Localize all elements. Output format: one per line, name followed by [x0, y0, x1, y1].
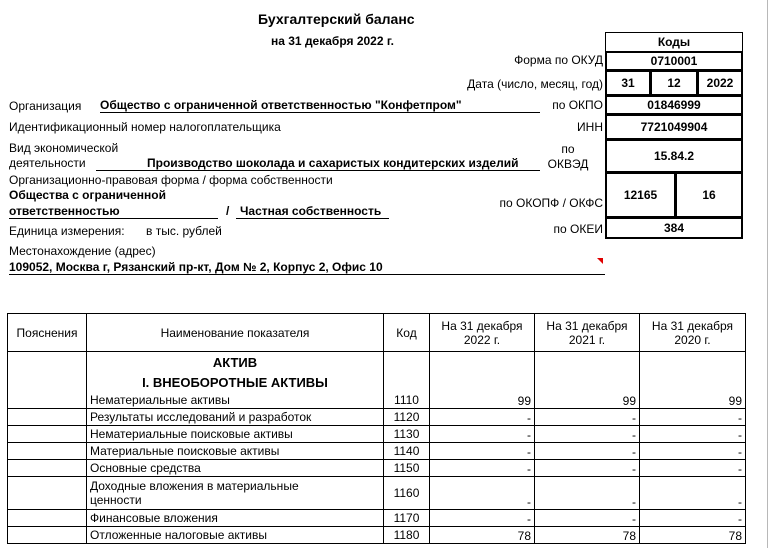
address-underline [9, 274, 605, 275]
okfs-value: 16 [675, 172, 743, 218]
row-value-2021: - [535, 443, 640, 460]
sheet-edge [767, 0, 768, 548]
legal-form-underline [9, 218, 218, 219]
org-label: Организация [9, 99, 82, 113]
row-name-line1: Доходные вложения в материальные [90, 479, 299, 493]
taxpayer-id-label: Идентификационный номер налогоплательщика [9, 120, 281, 134]
okei-value: 384 [605, 217, 743, 239]
row-value-2022: - [430, 510, 535, 527]
header-2021-line1: На 31 декабря [546, 318, 628, 333]
table-row [8, 477, 746, 510]
header-notes: Пояснения [8, 314, 87, 352]
header-2022-line1: На 31 декабря [441, 318, 523, 333]
inn-code-label: ИНН [577, 120, 603, 134]
okved-value: 15.84.2 [605, 139, 743, 173]
row-value-2022: - [430, 426, 535, 443]
row-value-2022: - [430, 443, 535, 460]
date-month: 12 [650, 70, 698, 96]
balance-table [7, 313, 746, 544]
table-row [8, 443, 746, 460]
unit-value: в тыс. рублей [146, 224, 222, 238]
header-indicator: Наименование показателя [87, 314, 384, 352]
ownership-value: Частная собственность [240, 204, 382, 218]
unit-label: Единица измерения: [9, 224, 125, 238]
row-value-2021: 78 [535, 527, 640, 544]
date-day: 31 [605, 70, 651, 96]
header-2022 [430, 314, 535, 352]
legal-form-value-2: ответственностью [9, 204, 120, 218]
row-value-2021: - [535, 460, 640, 477]
table-row [8, 392, 746, 409]
row-name: Нематериальные поисковые активы [87, 426, 384, 443]
row-value-2020: - [640, 477, 746, 510]
row-code: 1110 [384, 392, 430, 409]
header-2022-line2: 2022 г. [463, 332, 501, 347]
row-value-2021: - [535, 510, 640, 527]
okud-value: 0710001 [605, 51, 743, 71]
date-year: 2022 [697, 70, 743, 96]
row-value-2020: - [640, 409, 746, 426]
row-name-line2: ценности [90, 493, 142, 507]
comment-indicator [597, 258, 603, 264]
section-title: АКТИВ [87, 352, 384, 373]
okved-label-2: ОКВЭД [547, 157, 589, 171]
address-value: 109052, Москва г, Рязанский пр-кт, Дом № 2, Корпус 2, Офис 10 [9, 260, 383, 274]
row-name: Материальные поисковые активы [87, 443, 384, 460]
row-value-2022: 99 [430, 392, 535, 409]
activity-underline [96, 170, 540, 171]
row-code: 1160 [384, 477, 430, 510]
row-value-2021: - [535, 477, 640, 510]
address-label: Местонахождение (адрес) [9, 244, 156, 258]
okpo-value: 01846999 [605, 95, 743, 115]
row-name [87, 477, 384, 510]
table-row [8, 510, 746, 527]
row-value-2022: 78 [430, 527, 535, 544]
activity-value: Производство шоколада и сахаристых кондитерских изделий [147, 156, 519, 170]
row-value-2020: - [640, 510, 746, 527]
header-2021 [535, 314, 640, 352]
row-value-2020: - [640, 460, 746, 477]
row-name: Нематериальные активы [87, 392, 384, 409]
row-value-2022: - [430, 477, 535, 510]
row-value-2020: - [640, 426, 746, 443]
org-name: Общество с ограниченной ответственностью "Конфетпром" [100, 98, 540, 113]
row-code: 1140 [384, 443, 430, 460]
legal-form-slash: / [226, 204, 230, 218]
header-2020-line2: 2020 г. [674, 332, 711, 347]
row-value-2021: - [535, 409, 640, 426]
header-2020-line1: На 31 декабря [651, 318, 734, 333]
date-label: Дата (число, месяц, год) [467, 77, 603, 91]
table-row [8, 527, 746, 544]
row-value-2020: 78 [640, 527, 746, 544]
row-name: Финансовые вложения [87, 510, 384, 527]
row-name: Основные средства [87, 460, 384, 477]
row-value-2020: 99 [640, 392, 746, 409]
row-name: Отложенные налоговые активы [87, 527, 384, 544]
legal-form-value-1: Общества с ограниченной [9, 188, 166, 202]
okei-label: по ОКЕИ [553, 222, 603, 236]
row-name: Результаты исследований и разработок [87, 409, 384, 426]
table-row [8, 409, 746, 426]
row-code: 1130 [384, 426, 430, 443]
subsection-title: I. ВНЕОБОРОТНЫЕ АКТИВЫ [87, 372, 384, 392]
okopf-value: 12165 [605, 172, 676, 218]
activity-label-2: деятельности [9, 156, 86, 170]
row-code: 1120 [384, 409, 430, 426]
row-value-2021: - [535, 426, 640, 443]
page-title: Бухгалтерский баланс [258, 11, 415, 27]
report-date: на 31 декабря 2022 г. [271, 34, 394, 48]
header-2020 [640, 314, 746, 352]
ownership-underline [236, 218, 389, 219]
inn-value: 7721049904 [605, 114, 743, 140]
row-value-2020: - [640, 443, 746, 460]
notes-cell [8, 352, 87, 409]
table-row [8, 460, 746, 477]
row-value-2022: - [430, 460, 535, 477]
okved-label-1: по [561, 142, 575, 156]
row-code: 1180 [384, 527, 430, 544]
okopf-label: по ОКОПФ / ОКФС [499, 196, 603, 210]
codes-heading: Коды [605, 32, 743, 52]
okpo-label: по ОКПО [552, 98, 603, 112]
row-value-2021: 99 [535, 392, 640, 409]
row-value-2022: - [430, 409, 535, 426]
header-2021-line2: 2021 г. [568, 332, 606, 347]
okud-label: Форма по ОКУД [514, 53, 603, 67]
header-code: Код [384, 314, 430, 352]
table-row [8, 426, 746, 443]
row-code: 1170 [384, 510, 430, 527]
legal-form-label: Организационно-правовая форма / форма собственности [9, 173, 333, 187]
activity-label-1: Вид экономической [9, 141, 119, 155]
row-code: 1150 [384, 460, 430, 477]
